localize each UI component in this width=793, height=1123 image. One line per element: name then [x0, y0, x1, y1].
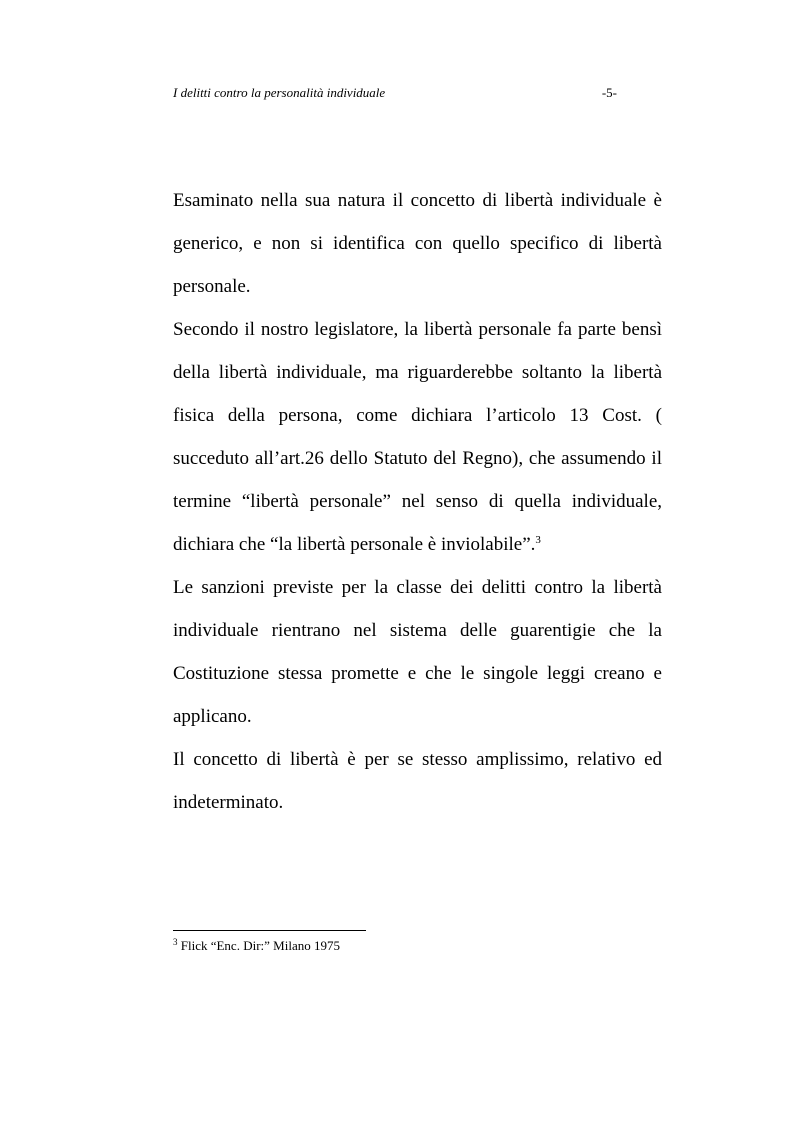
paragraph-4-text: Il concetto di libertà è per se stesso amplissimo, relativo ed indeterminato. — [173, 749, 662, 813]
paragraph-3 — [173, 566, 662, 738]
running-header — [173, 84, 617, 102]
paragraph-3-text: Le sanzioni previste per la classe dei delitti contro la libertà individuale rientrano nel sistema delle guarentigie che la Costituzione stessa promette e che le singole leggi creano e applicano. — [173, 577, 662, 727]
page-number: -5- — [601, 85, 617, 100]
paragraph-1-text: Esaminato nella sua natura il concetto di libertà individuale è generico, e non si identifica con quello specifico di libertà personale. — [173, 190, 662, 297]
footnote-number: 3 — [173, 937, 178, 947]
footnote — [173, 937, 340, 955]
footnote-reference[interactable]: 3 — [535, 534, 541, 546]
running-title: I delitti contro la personalità individuale — [173, 85, 386, 100]
paragraph-2-text: Secondo il nostro legislatore, la libertà personale fa parte bensì della libertà individuale, ma riguarderebbe soltanto la libertà fisica della persona, come dichiara l’articolo 13 Cost. ( succeduto all’art.26 dello Statuto del Regno), che assumendo il termine “libertà personale” nel senso di quella individuale, dichiara che “la libertà personale è inviolabile”. — [173, 319, 662, 555]
footnote-text: Flick “Enc. Dir:” Milano 1975 — [180, 938, 340, 953]
paragraph-4 — [173, 738, 662, 824]
body-text — [173, 179, 662, 824]
paragraph-1 — [173, 179, 662, 308]
paragraph-2 — [173, 308, 662, 566]
footnote-separator — [173, 930, 366, 931]
